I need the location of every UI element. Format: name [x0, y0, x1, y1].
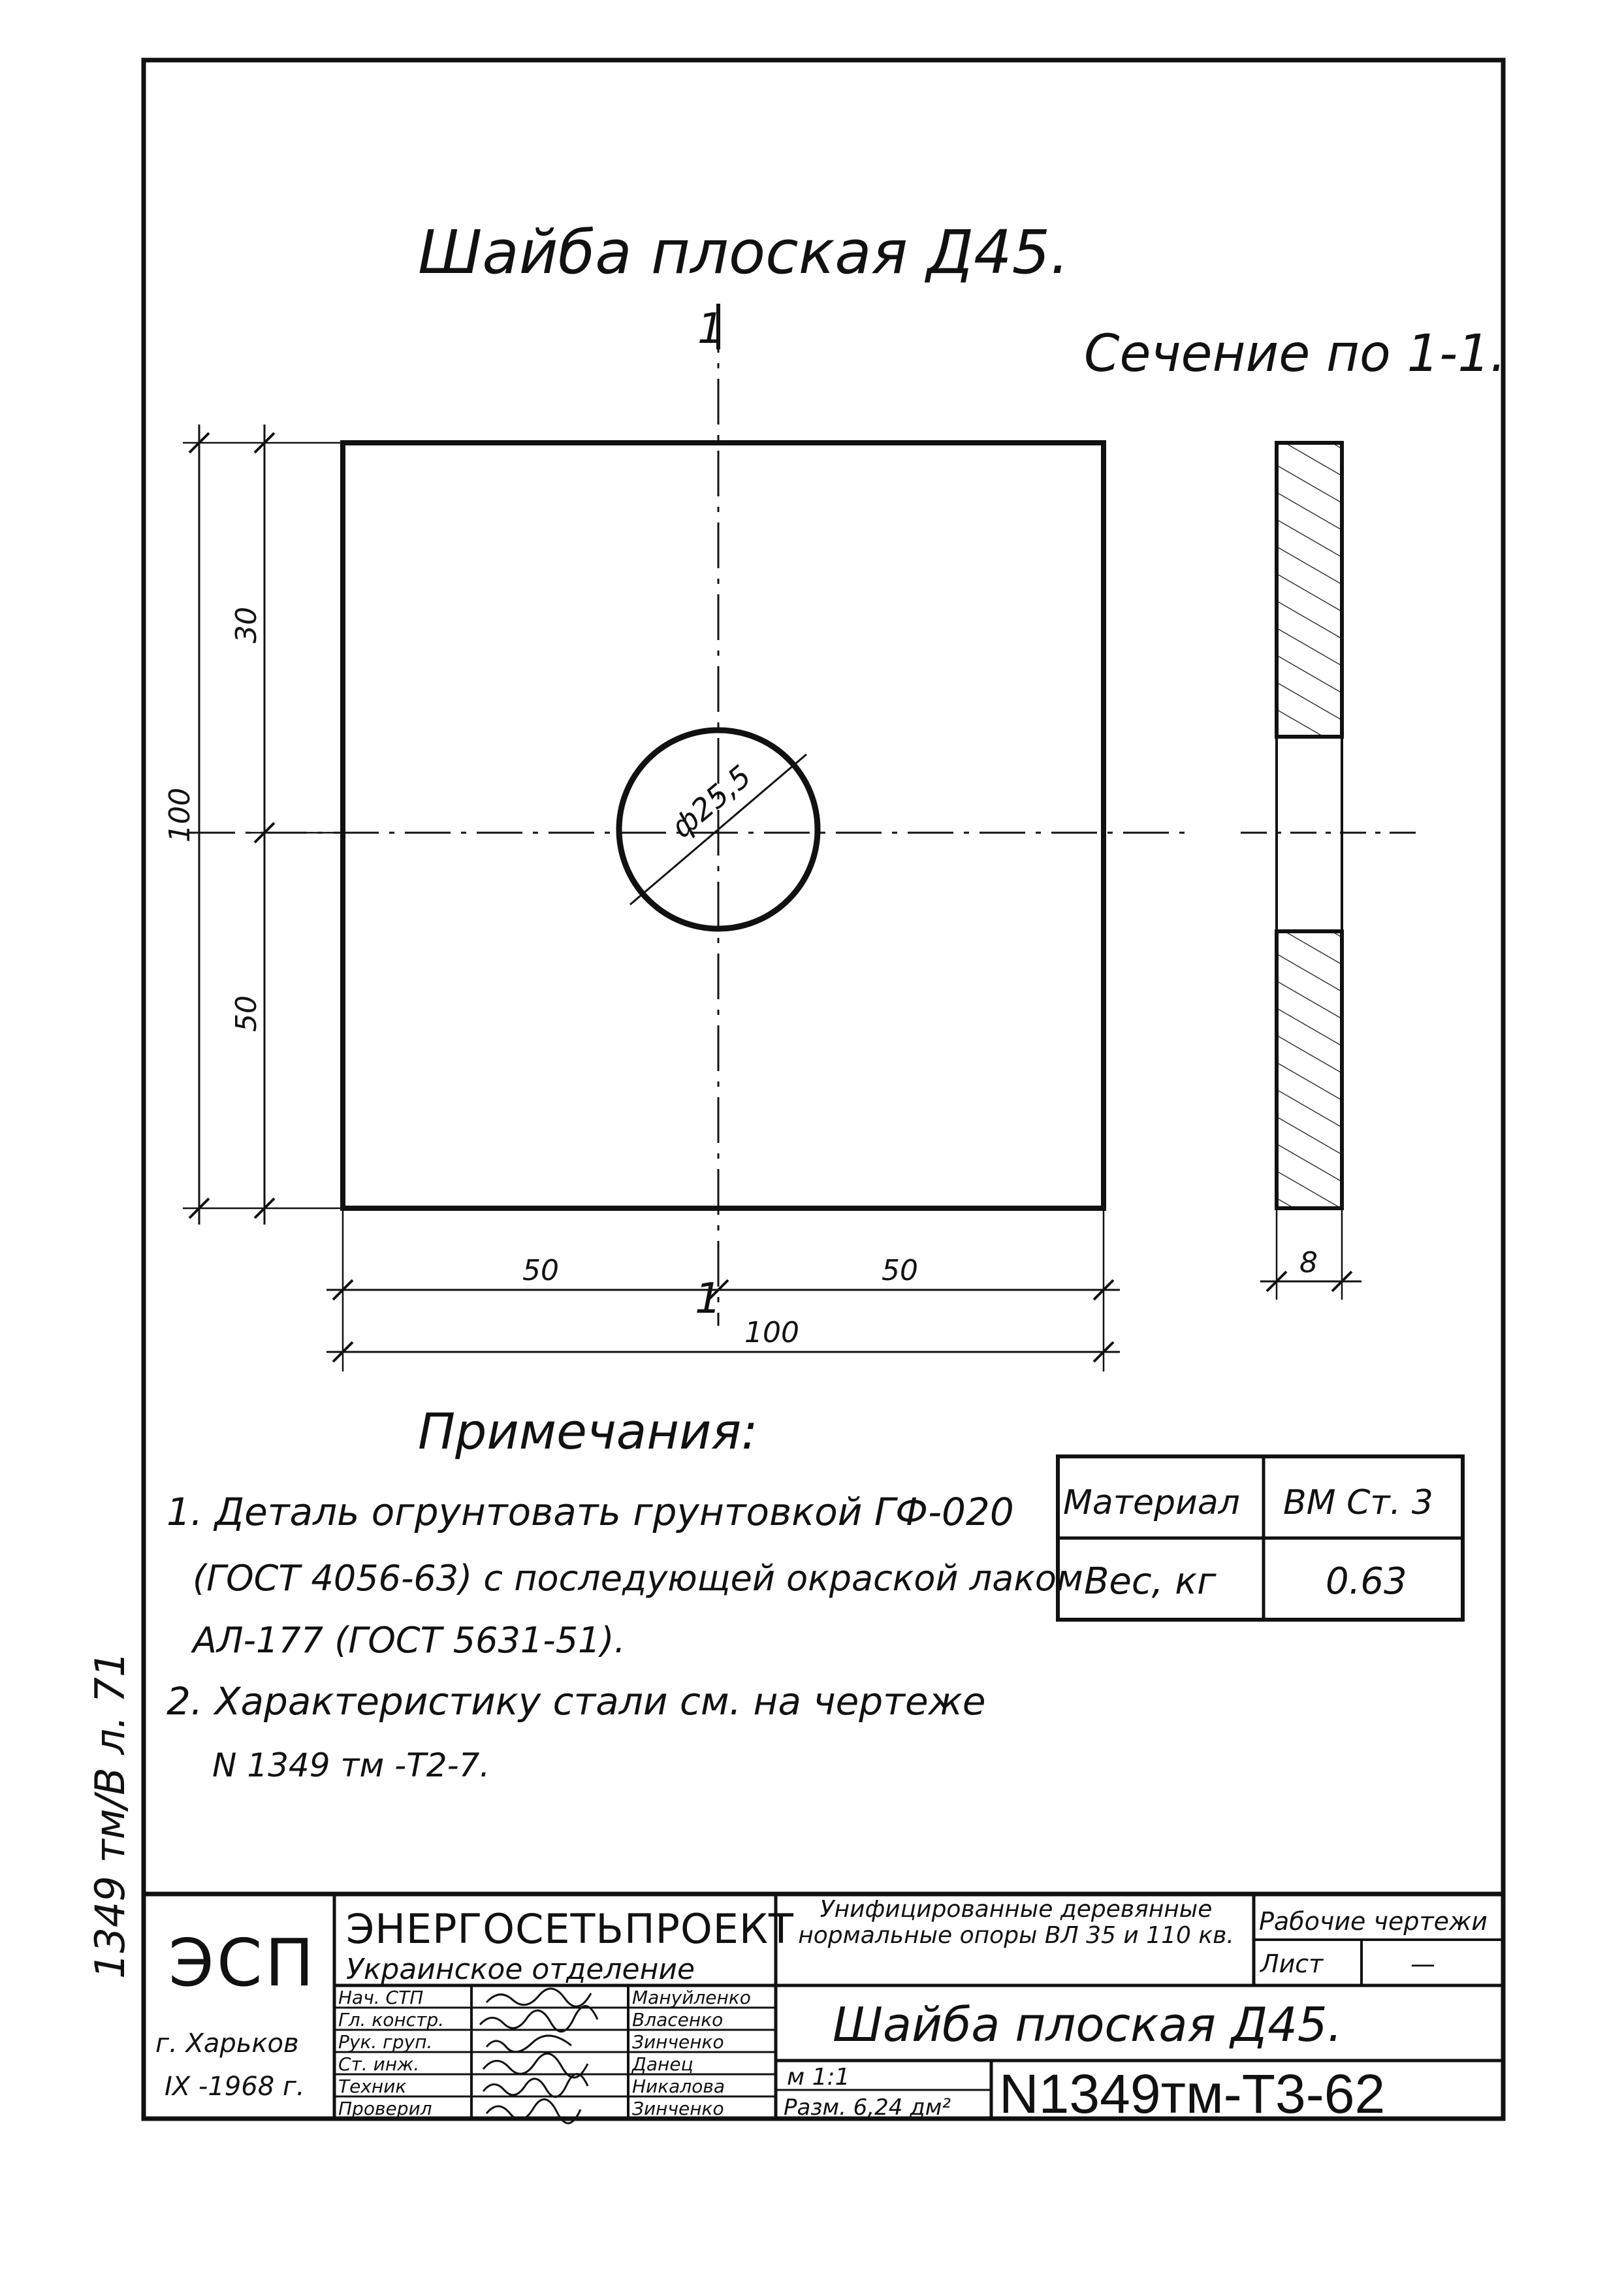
signature-role: Нач. СТП: [338, 1987, 424, 2008]
stage: Рабочие чертежи: [1259, 1907, 1488, 1936]
notes-heading: Примечания:: [418, 1402, 758, 1460]
signature-scribble: [486, 1989, 591, 2006]
weight-label: Вес, кг: [1084, 1560, 1217, 1603]
material-value: ВМ Ст. 3: [1283, 1483, 1433, 1522]
drawing-number: N1349тм-Т3-62: [999, 2063, 1386, 2125]
signature-role: Техник: [338, 2076, 407, 2097]
project-title: Унифицированные деревянные нормальные опоры ВЛ 35 и 110 кв.: [798, 1897, 1234, 1949]
signature-role: Рук. груп.: [338, 2031, 433, 2053]
signature-scribble: [480, 2006, 597, 2031]
signature-name: Зинченко: [632, 2031, 724, 2053]
material-label: Материал: [1063, 1483, 1240, 1522]
dim-left-top: 30: [230, 607, 263, 643]
date: IX -1968 г.: [165, 2072, 305, 2102]
section-hatch-bottom: [1277, 931, 1342, 1208]
org-name: ЭНЕРГОСЕТЬПРОЕКТ: [346, 1905, 794, 1953]
signature-name: Мануйленко: [632, 1987, 751, 2008]
note-line: (ГОСТ 4056-63) с последующей окраской лаком: [193, 1558, 1083, 1599]
margin-note: 1349 тм/В л. 71: [86, 1651, 134, 1979]
signature-name: Никалова: [632, 2076, 725, 2097]
section-mark-top: 1: [697, 305, 724, 353]
city: г. Харьков: [155, 2029, 299, 2059]
logo: ЭСП: [168, 1925, 317, 2001]
dim-left-bottom: 50: [230, 995, 263, 1032]
section-mark-bottom: 1: [695, 1275, 722, 1323]
size: Разм. 6,24 дм²: [784, 2094, 951, 2121]
signature-name: Данец: [632, 2053, 693, 2075]
sheet-label: Лист: [1260, 1950, 1324, 1978]
project-box: [781, 1897, 1251, 1983]
note-line: 2. Характеристику стали см. на чертеже: [167, 1679, 986, 1724]
signature-role: Ст. инж.: [338, 2053, 420, 2075]
section-gap: [1277, 737, 1342, 931]
signature-name: Зинченко: [632, 2098, 724, 2119]
drawing-title-block: Шайба плоская Д45.: [833, 1997, 1343, 2052]
signature-scribble: [486, 2036, 571, 2052]
dim-bottom-right: 50: [882, 1254, 918, 1287]
dim-section-thickness: 8: [1299, 1246, 1318, 1279]
note-line: 1. Деталь огрунтовать грунтовкой ГФ-020: [167, 1490, 1014, 1534]
sheet-value: —: [1410, 1950, 1435, 1978]
section-hatch-top: [1277, 443, 1342, 737]
weight-value: 0.63: [1326, 1560, 1407, 1603]
dim-left-total: 100: [163, 788, 197, 843]
org-branch: Украинское отделение: [346, 1953, 695, 1986]
drawing-title: Шайба плоская Д45.: [418, 217, 1070, 287]
dim-bottom-total: 100: [744, 1316, 799, 1349]
scale: м 1:1: [787, 2064, 850, 2091]
note-line: N 1349 тм -Т2-7.: [212, 1746, 490, 1784]
note-line: АЛ-177 (ГОСТ 5631-51).: [193, 1620, 626, 1661]
dim-bottom-left: 50: [522, 1254, 559, 1287]
signature-name: Власенко: [632, 2009, 724, 2030]
signature-role: Проверил: [338, 2098, 432, 2119]
title-block: [144, 1894, 1503, 2125]
signature-scribble: [483, 2074, 588, 2096]
section-title: Сечение по 1-1.: [1084, 325, 1506, 383]
hole-diameter-label: ф25,5: [664, 758, 758, 845]
signature-role: Гл. констр.: [338, 2009, 445, 2030]
